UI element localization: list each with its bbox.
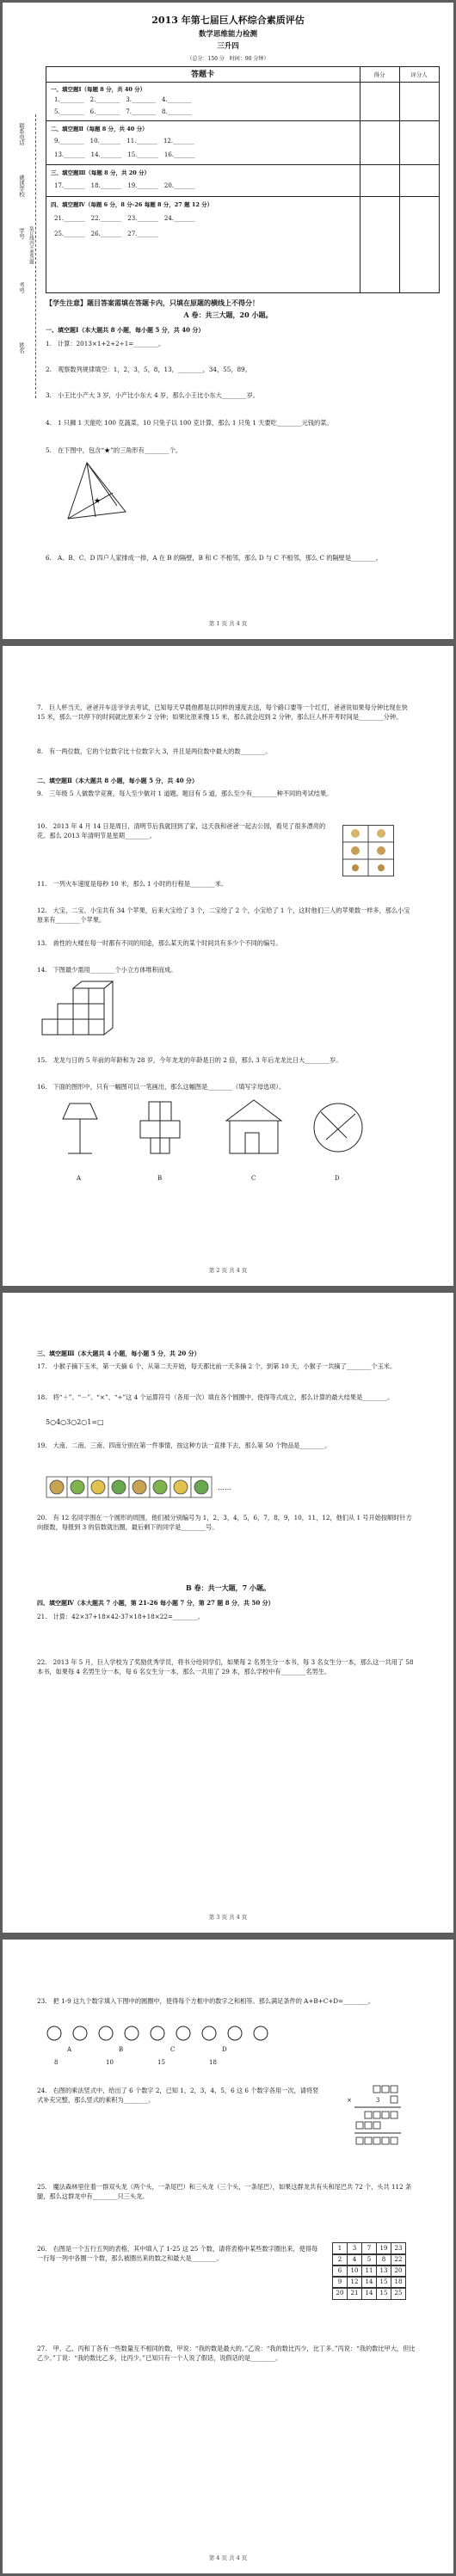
- part-b-title: B 卷：共一大题，7 小题。: [186, 1583, 270, 1592]
- card-row-4[interactable]: 13._______ 14._______ 15._______ 16._______: [54, 151, 195, 158]
- score-header: 得分: [373, 71, 385, 78]
- grid-cell: 20: [391, 2265, 406, 2278]
- option-a: A: [77, 1175, 82, 1182]
- question-24: 24. 右图的乘法竖式中，给出了 6 个数字 2，已知 1，2，3，4，5，6 这 6 个数字各用一次，请将竖式补充完整，那么竖式的乘积为________。: [37, 2087, 319, 2104]
- card-row-5[interactable]: 17._______ 18._______ 19._______ 20._______: [54, 182, 195, 189]
- question-1: 1. 计算：2013×1+2+2÷1=________。: [46, 340, 165, 347]
- option-b: B: [157, 1175, 163, 1182]
- exam-subtitle: 数学思维能力检测: [198, 30, 257, 39]
- page-4: [3, 1940, 453, 2573]
- card-row-7[interactable]: 25._______ 26._______ 27._______: [54, 231, 158, 237]
- student-notice: 【学生注意】题目答案需填在答题卡内，只填在原题的横线上不得分！: [46, 298, 259, 307]
- grid-cell: 22: [391, 2253, 406, 2266]
- answer-card-title: 答题卡: [190, 71, 214, 79]
- grid-cell: 21: [347, 2287, 362, 2300]
- grid-cell: 14: [361, 2287, 377, 2300]
- multiply-sign: × 3: [347, 2097, 380, 2104]
- circle-chain-figure: [46, 2022, 287, 2044]
- page-1-footer: 第 1 页 共 4 页: [208, 620, 248, 627]
- option-d: D: [335, 1175, 340, 1182]
- grid-cell: 13: [376, 2265, 391, 2278]
- multiplication-figure: [351, 2084, 403, 2155]
- grid-cell: 19: [376, 2242, 391, 2255]
- question-4: 4. 1 只狮 1 天能吃 100 克蔬菜，10 只兔子以 100 克计算，那么 1 只兔 1 天要吃________元钱的菜。: [46, 419, 333, 427]
- question-11: 11. 一列火车速度是每秒 10 米，那么 1 小时的行程是________米。: [37, 880, 228, 888]
- page-3: [3, 1293, 453, 1933]
- label-a: A: [67, 2046, 72, 2053]
- card-section-3: 三、填空题Ⅲ（每题 8 分，共 20 分）: [51, 169, 151, 176]
- cube-stack-figure: [37, 976, 123, 1045]
- side-school: 就读学校: [18, 175, 25, 197]
- question-8: 8. 有一两位数，它的个位数字比十位数字大 3，并且是两位数中最大的数________。: [37, 747, 272, 755]
- sequence-ellipsis: ……: [218, 1484, 231, 1491]
- question-27: 27. 甲、乙、丙和丁各有一些数量互不相同的数，甲说：“我的数是最大的。”乙说：“我的数比丙少，比丁多。”丙说：“我的数比甲大，但比乙少。”丁说：“我的数比乙多，比丙少。”已知只有一个人说了假话，说假话的是________。: [37, 2345, 416, 2362]
- question-6: 6. A、B、C、D 四户人家排成一排，A 在 B 的隔壁，B 和 C 不相邻，那么 D 与 C 不相邻，那么 C 的隔壁是________。: [46, 554, 382, 562]
- grid-cell: 20: [332, 2287, 348, 2300]
- question-18-expression: 5○4○3○2○1=□: [46, 1418, 104, 1426]
- grid-cell: 14: [361, 2276, 377, 2289]
- grid-cell: 10: [347, 2265, 362, 2278]
- question-14: 14. 下图最少需用________个小立方体堆积而成。: [37, 966, 177, 974]
- sum-15: 15: [157, 2059, 165, 2066]
- page-3-footer: 第 3 页 共 4 页: [208, 1914, 248, 1921]
- section-2-heading: 二、填空题Ⅱ（本大题共 8 小题，每小题 5 分，共 40 分）: [37, 777, 199, 784]
- side-number: 考号: [18, 282, 25, 293]
- grid-cell: 23: [391, 2242, 406, 2255]
- grade-label: 三升四: [217, 42, 239, 51]
- card-row-2[interactable]: 5.________ 6.________ 7.________ 8.________: [54, 108, 192, 115]
- grid-cell: 18: [391, 2276, 406, 2289]
- question-20: 20. 有 12 名同学围在一个圆形的周围，他们被分别编号为 1，2，3，4，5，6，7，8，9，10，11，12，他们从 1 号开始按顺时针方向报数，每报到 3 的倍数就出圈，最后剩下的同学是________号。: [37, 1514, 412, 1531]
- binding-line: [35, 114, 36, 398]
- exam-meta: （总分：150 分 时间：90 分钟）: [187, 56, 269, 62]
- card-row-3[interactable]: 9.________ 10._______ 11._______ 12._______: [54, 138, 194, 144]
- section-3-heading: 三、填空题Ⅲ（本大题共 4 小题，每小题 5 分，共 20 分）: [37, 1349, 200, 1357]
- sum-8: 8: [54, 2059, 59, 2066]
- card-section-1: 一、填空题Ⅰ（每题 8 分，共 40 分）: [51, 86, 146, 93]
- grid-cell: 7: [361, 2242, 377, 2255]
- sum-18: 18: [209, 2059, 217, 2066]
- grid-cell: 12: [347, 2276, 362, 2289]
- grid-cell: 1: [332, 2242, 348, 2255]
- page-2: [3, 646, 453, 1286]
- question-5: 5. 在下图中，包含“★”的三角形有________个。: [46, 446, 182, 454]
- label-b: B: [119, 2046, 124, 2053]
- grid-cell: 25: [391, 2287, 406, 2300]
- question-3: 3. 小王比小产大 3 岁，小产比小东大 4 岁，那么小王比小东大________岁。: [46, 391, 259, 399]
- question-15: 15. 龙龙与日的 5 年前的年龄和为 28 岁，今年龙龙的年龄是日的 2 倍，那么 3 年后龙龙比日大________岁。: [37, 1056, 342, 1064]
- grader-header: 评分人: [410, 71, 428, 78]
- question-19: 19. 大南、二南、三南、四南分别在第一件事情，按这种方法一直排下去，那么第 50 个物品是________。: [37, 1442, 331, 1449]
- side-note: 装订线内不要答题: [28, 226, 34, 264]
- number-grid-5x5: [332, 2242, 410, 2302]
- question-22: 22. 2013 年 5 月，巨人学校为了奖励优秀学员，将书分给同学们，如果每 2 名男生分一本书，每 3 名女生分一本，那么这一共用了 58 本书，如果每 4 名男生分一本，每 6 名女生分一本，那么一共用了 29 本，那么学校中有________名男生。: [37, 1658, 414, 1675]
- grid-cell: 6: [332, 2265, 348, 2278]
- question-21: 21. 计算：42×37+18×42-37×18+18×22=________。: [37, 1613, 204, 1620]
- label-c: C: [170, 2046, 176, 2053]
- question-2: 2. 观察数列规律填空：1，2，3，5，8，13，________，34，55，89。: [46, 366, 251, 373]
- fruit-sequence-figure: [46, 1475, 235, 1499]
- card-row-6[interactable]: 21._______ 22._______ 23._______ 24._______: [54, 215, 195, 222]
- question-16: 16. 下面的图形中，只有一幅图可以一笔画出，那么这幅图是________（填写字母选项）。: [37, 1083, 286, 1091]
- card-section-2: 二、填空题Ⅱ（每题 8 分，共 40 分）: [51, 126, 148, 132]
- page-2-footer: 第 2 页 共 4 页: [208, 1267, 248, 1274]
- page-4-footer: 第 4 页 共 4 页: [208, 2554, 248, 2561]
- page-1: [3, 3, 453, 639]
- question-25: 25. 魔法森林里住着一群双头龙（两个头，一条尾巴）和三头龙（三个头，一条尾巴），如果这群龙共有头和尾巴共 72 个，头共 112 条腿，那么这群龙中有________只三头龙。: [37, 2183, 412, 2200]
- grid-cell: 4: [347, 2253, 362, 2266]
- rabbit-calendar-figure: [342, 825, 394, 876]
- grid-cell: 11: [361, 2265, 377, 2278]
- grid-cell: 2: [332, 2253, 348, 2266]
- grid-cell: 15: [376, 2276, 391, 2289]
- grid-cell: 9: [332, 2276, 348, 2289]
- option-c: C: [251, 1175, 256, 1182]
- grid-cell: 15: [376, 2287, 391, 2300]
- question-18: 18. 将“＋”、“－”、“×”、“÷”这 4 个运算符号（各用一次）填在各个圆圈中，使得等式成立，那么计算的最大结果是________。: [37, 1393, 394, 1401]
- part-a-title: A 卷：共三大题，20 小题。: [183, 310, 273, 319]
- side-name: 姓名: [18, 342, 25, 354]
- side-id: 学号: [18, 228, 25, 239]
- sum-10: 10: [106, 2059, 114, 2066]
- svg-text:★: ★: [94, 497, 102, 506]
- exam-title: 2013 年第七届巨人杯综合素质评估: [151, 15, 305, 26]
- label-d: D: [222, 2046, 227, 2053]
- question-7: 7. 巨人杯当天，爸爸开车送爷爷去考试，已知每天早晨他都是以同样的速度去送，每个路口要等一个红灯，爸爸说如果每分钟比现在快 15 米，那么一共停下的时间就比原来少 2 分钟；如果比原来慢 15 米，那么就会迟到 2 分钟，那么巨人杯开考时间是________分钟。: [37, 704, 408, 721]
- section-4-heading: 四、填空题Ⅳ（本大题共 7 小题，第 21-26 每小题 7 分，第 27 题 8 分，共 50 分）: [37, 1599, 274, 1607]
- one-stroke-figures: [54, 1095, 381, 1172]
- side-contact: 联系电话: [18, 123, 25, 145]
- question-26: 26. 右图是一个五行五列的表格，其中填入了 1-25 这 25 个数，请将表格中某些数字圈出来，使得每一行每一列中各圈一个数，那么被圈出来的数之和最大是________。: [37, 2245, 318, 2262]
- question-17: 17. 小猴子摘下玉米，第一天摘 6 个，从第二天开始，每天都比前一天多摘 2 个，到第 10 天，小猴子一共摘了________个玉米。: [37, 1362, 397, 1370]
- question-12: 12. 大宝、二宝、小宝共有 34 个苹果，后来大宝给了 3 个，二宝给了 2 个，小宝给了 1 个，这时他们三人的苹果数一样多，那么小宝原来有________个苹果。: [37, 907, 410, 924]
- question-10: 10. 2013 年 4 月 14 日是周日，清明节后我就回到了家，这天我和爸爸一起去公园，看见了很多漂亮的花。那么 2013 年清明节是星期________。: [37, 822, 326, 839]
- section-1-heading: 一、填空题Ⅰ（本大题共 8 小题，每小题 5 分，共 40 分）: [46, 326, 205, 334]
- grid-cell: 8: [376, 2253, 391, 2266]
- card-section-4: 四、填空题Ⅳ（每题 6 分，8 分-26 每题 8 分，27 题 12 分）: [51, 201, 213, 208]
- question-13: 13. 兽性的大楼在每一时都有不同的用途，那么某天的某个时间共有多少个不同的编号。: [37, 939, 282, 947]
- question-23: 23. 把 1-9 这九个数字填入下图中的圆圈中，使得每个方框中的数字之和相等。那么满足条件的 A+B+C+D=________。: [37, 1997, 374, 2005]
- question-9: 9. 三年级 5 人做数学竞赛，每人至少做对 1 道题。题目有 5 道，那么至少有________种不同的考试结果。: [37, 790, 333, 797]
- card-row-1[interactable]: 1.________ 2.________ 3.________ 4.________: [54, 96, 192, 103]
- grid-cell: 5: [361, 2253, 377, 2266]
- triangle-figure: [61, 458, 130, 523]
- grid-cell: 3: [347, 2242, 362, 2255]
